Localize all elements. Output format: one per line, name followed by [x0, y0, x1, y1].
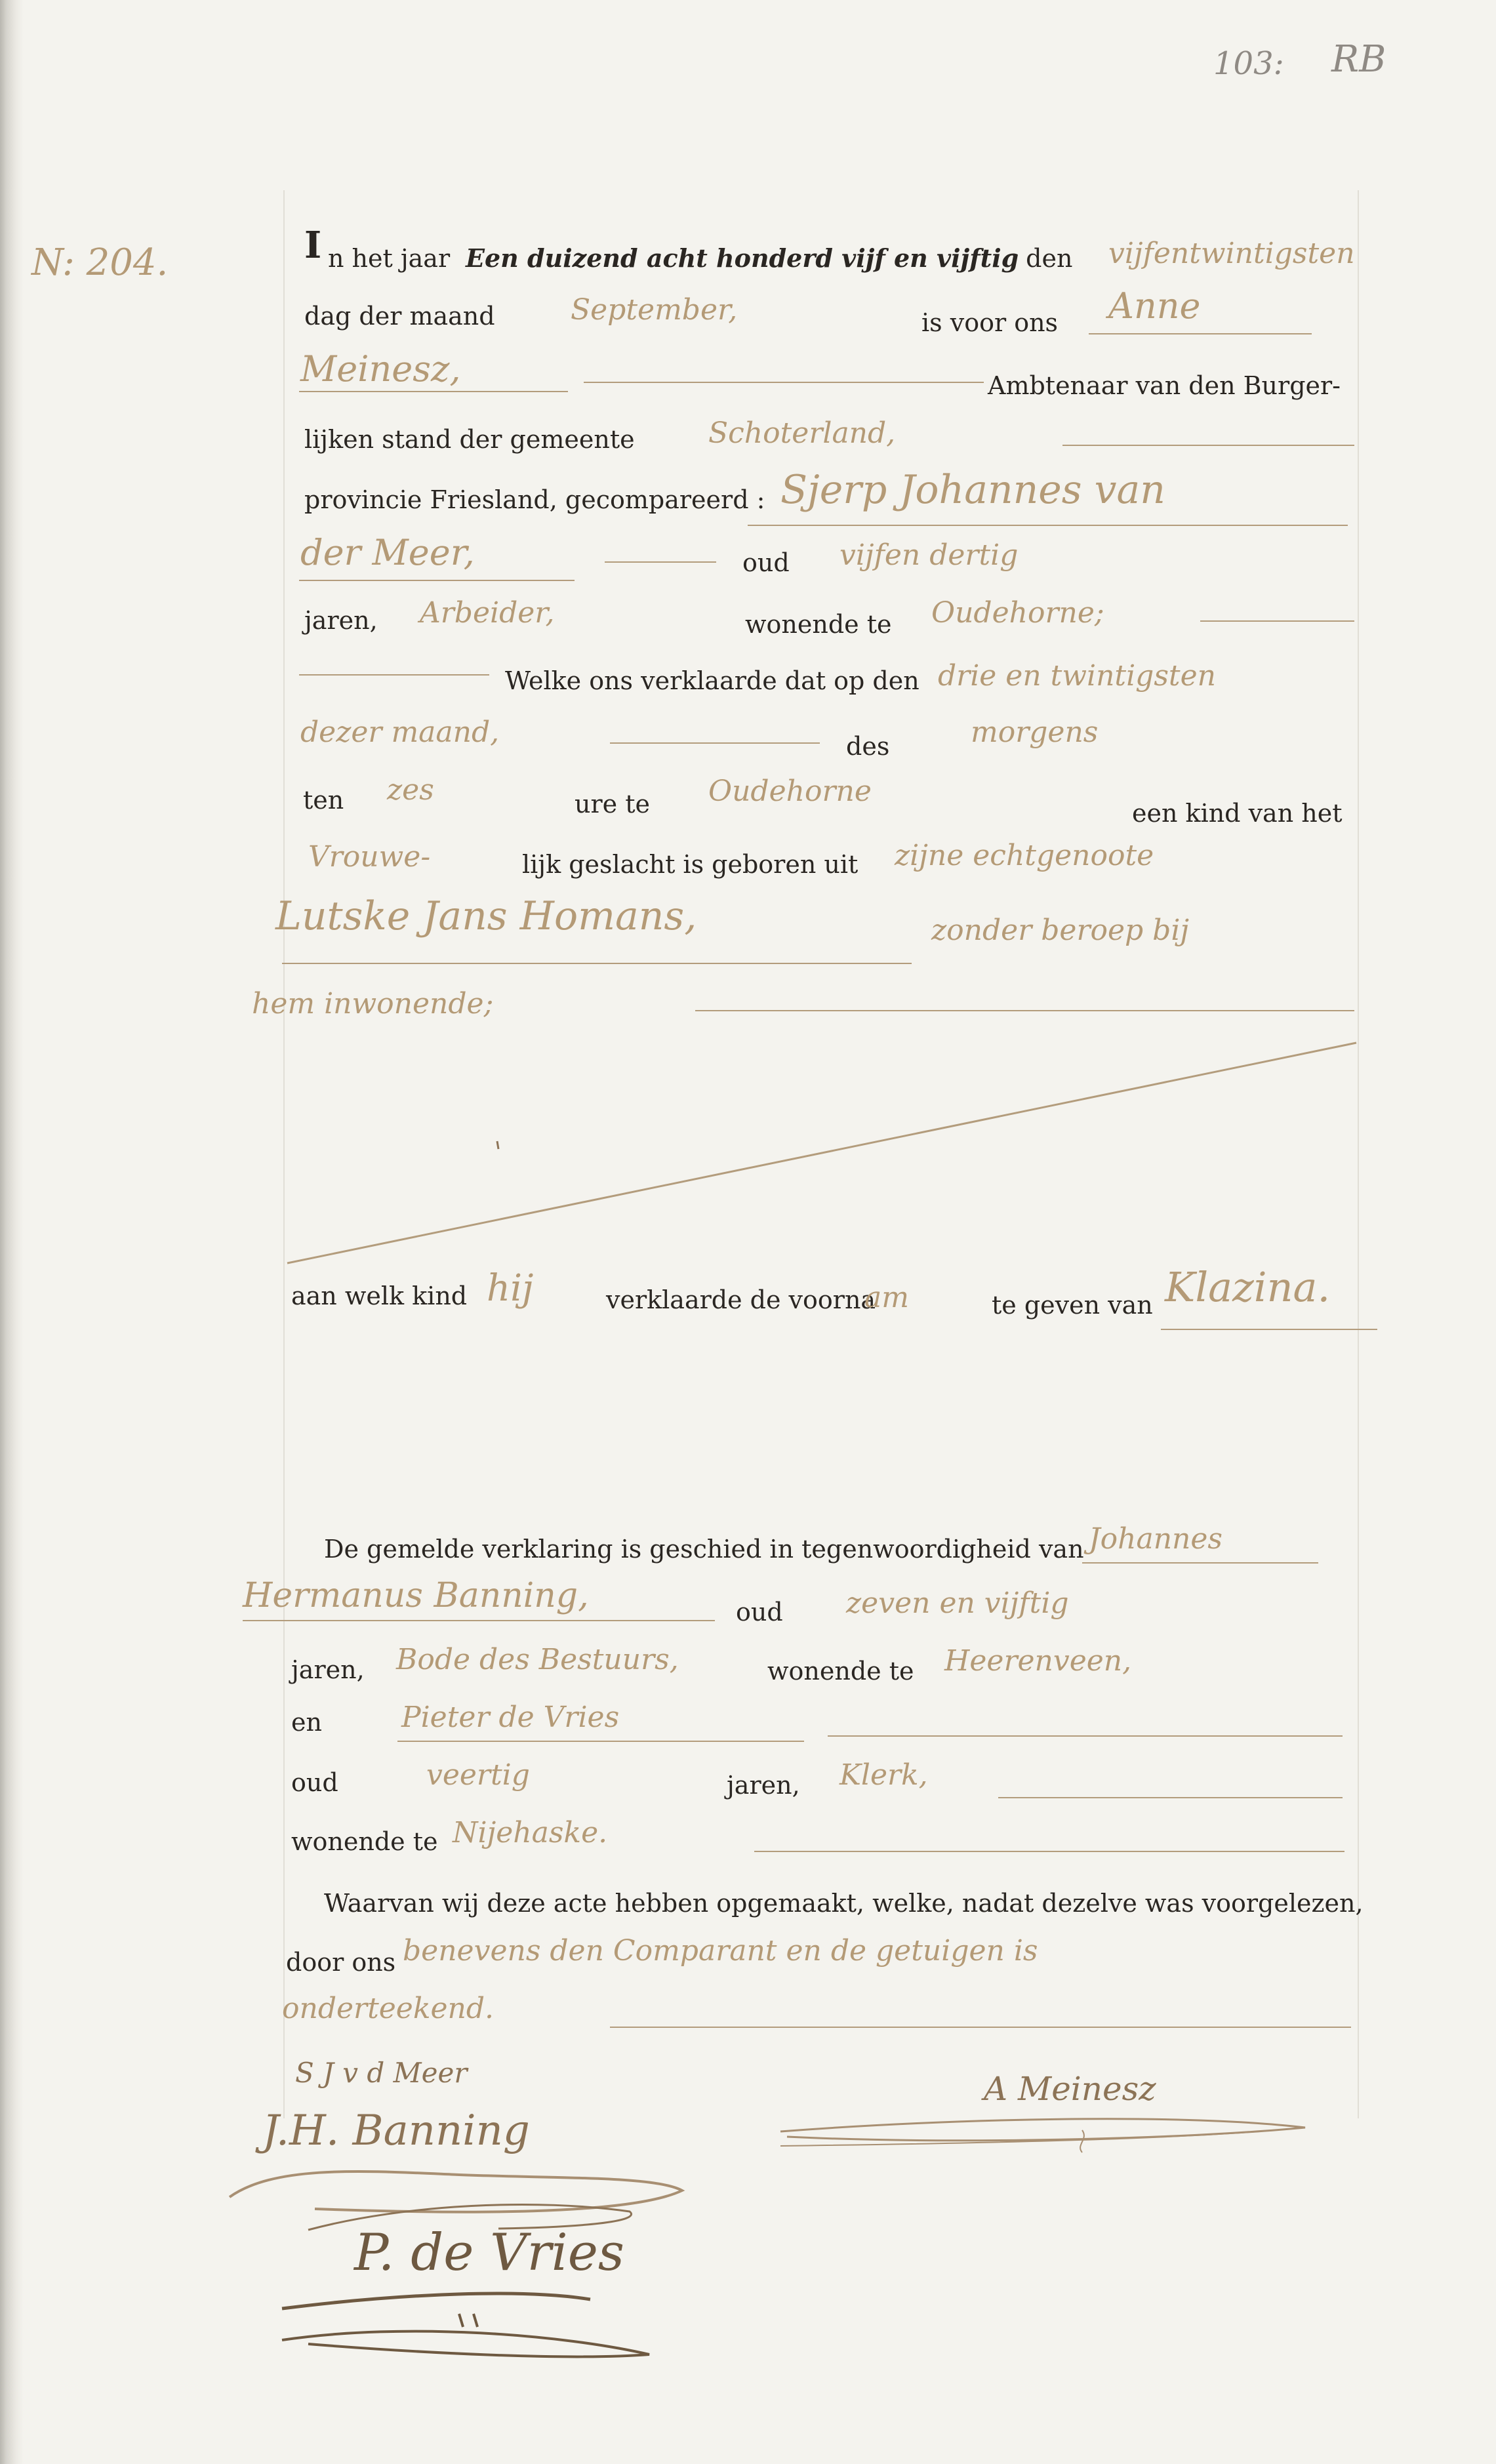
- text-in-het-jaar: n het jaar: [328, 244, 451, 273]
- text-ambtenaar: Ambtenaar van den Burger-: [988, 371, 1341, 400]
- signature-witness2: P. de Vries: [354, 2223, 624, 2282]
- hw-birth-place: Oudehorne: [708, 775, 872, 808]
- hw-ondertekend: onderteekend.: [282, 1992, 495, 2025]
- hw-am: am: [864, 1281, 909, 1314]
- hw-witness1-first-name: Johannes: [1089, 1522, 1223, 1556]
- hw-witness2-occupation: Klerk,: [839, 1758, 928, 1792]
- hw-month: September,: [571, 293, 738, 327]
- text-jaren: jaren,: [304, 606, 378, 635]
- text-ten: ten: [303, 786, 344, 815]
- text-waarvan: Waarvan wij deze acte hebben opgemaakt, welke, nadat dezelve was voorgelezen,: [324, 1889, 1364, 1918]
- text-wonende-te: wonende te: [745, 610, 892, 639]
- hw-child-name: Klazina.: [1165, 1263, 1331, 1311]
- hw-declarant-name: Sjerp Johannes van: [780, 467, 1165, 513]
- hw-sex: Vrouwe-: [308, 840, 431, 874]
- text-oud: oud: [742, 548, 790, 577]
- text-gemelde-verklaring: De gemelde verklaring is geschied in tegenwoordigheid van: [324, 1535, 1084, 1564]
- text-door-ons: door ons: [286, 1948, 396, 1977]
- hw-relation: zijne echtgenoote: [895, 839, 1154, 872]
- text-w-oud: oud: [736, 1598, 783, 1626]
- text-w-wonende-te: wonende te: [767, 1657, 914, 1686]
- text-year: Een duizend acht honderd vijf en vijftig: [466, 243, 1019, 273]
- hw-witness2-name: Pieter de Vries: [401, 1701, 620, 1734]
- initial-capital: I: [304, 224, 322, 267]
- text-aan-welk-kind: aan welk kind: [291, 1282, 468, 1310]
- text-w2-jaren: jaren,: [727, 1771, 800, 1800]
- text-lijken-stand: lijken stand der gemeente: [304, 425, 635, 454]
- text-w2-wonende-te: wonende te: [291, 1827, 438, 1856]
- hw-witness1-name: Hermanus Banning,: [243, 1576, 589, 1615]
- text-voornaam: verklaarde de voorna: [606, 1285, 876, 1314]
- text-te-geven-van: te geven van: [992, 1291, 1153, 1320]
- hw-declarant-surname: der Meer,: [300, 532, 475, 573]
- hw-mother-occupation: zonder beroep bij: [931, 914, 1190, 947]
- text-is-voor-ons: is voor ons: [921, 308, 1059, 337]
- hw-declarant-residence: Oudehorne;: [931, 596, 1104, 630]
- text-w-jaren: jaren,: [291, 1655, 365, 1684]
- hw-mother-name: Lutske Jans Homans,: [275, 893, 697, 939]
- signature-father: S J v d Meer: [295, 2057, 468, 2089]
- hw-official-first-name: Anne: [1108, 285, 1201, 327]
- folio-mark: RB: [1331, 38, 1386, 81]
- text-w2-oud: oud: [291, 1768, 338, 1797]
- folio-number: 103:: [1213, 45, 1284, 82]
- hw-dezer-maand: dezer maand,: [300, 716, 500, 749]
- text-dag-der-maand: dag der maand: [304, 302, 495, 331]
- hw-inwonende: hem inwonende;: [252, 987, 494, 1020]
- hw-hour: zes: [387, 773, 434, 807]
- text-provincie: provincie Friesland, gecompareerd :: [304, 485, 765, 514]
- signature-witness1: J.H. Banning: [262, 2107, 530, 2155]
- hw-day: vijfentwintigsten: [1108, 237, 1355, 270]
- hw-birth-date: drie en twintigsten: [938, 659, 1216, 693]
- text-des: des: [846, 732, 890, 761]
- text-lijk-geslacht: lijk geslacht is geboren uit: [522, 850, 859, 879]
- hw-hij: hij: [487, 1267, 534, 1310]
- hw-witness1-occupation: Bode des Bestuurs,: [396, 1643, 679, 1676]
- hw-time-of-day: morgens: [971, 716, 1099, 749]
- hw-closing-clause: benevens den Comparant en de getuigen is: [403, 1934, 1038, 1968]
- signature-official: A Meinesz: [984, 2070, 1156, 2108]
- hw-official-surname: Meinesz,: [300, 348, 461, 390]
- text-een-kind: een kind van het: [1132, 799, 1343, 828]
- hw-witness2-residence: Nijehaske.: [453, 1816, 608, 1849]
- hw-witness1-age: zeven en vijftig: [846, 1586, 1069, 1620]
- hw-declarant-age: vijfen dertig: [839, 538, 1019, 572]
- act-number: N: 204.: [31, 241, 169, 284]
- hw-declarant-occupation: Arbeider,: [420, 596, 555, 630]
- text-en: en: [291, 1708, 322, 1737]
- text-ure-te: ure te: [575, 790, 650, 818]
- hw-witness2-age: veertig: [426, 1758, 530, 1792]
- hw-municipality: Schoterland,: [708, 416, 896, 450]
- text-den: , den: [1010, 244, 1073, 273]
- hw-witness1-residence: Heerenveen,: [944, 1644, 1132, 1678]
- text-welke-ons: Welke ons verklaarde dat op den: [505, 666, 920, 695]
